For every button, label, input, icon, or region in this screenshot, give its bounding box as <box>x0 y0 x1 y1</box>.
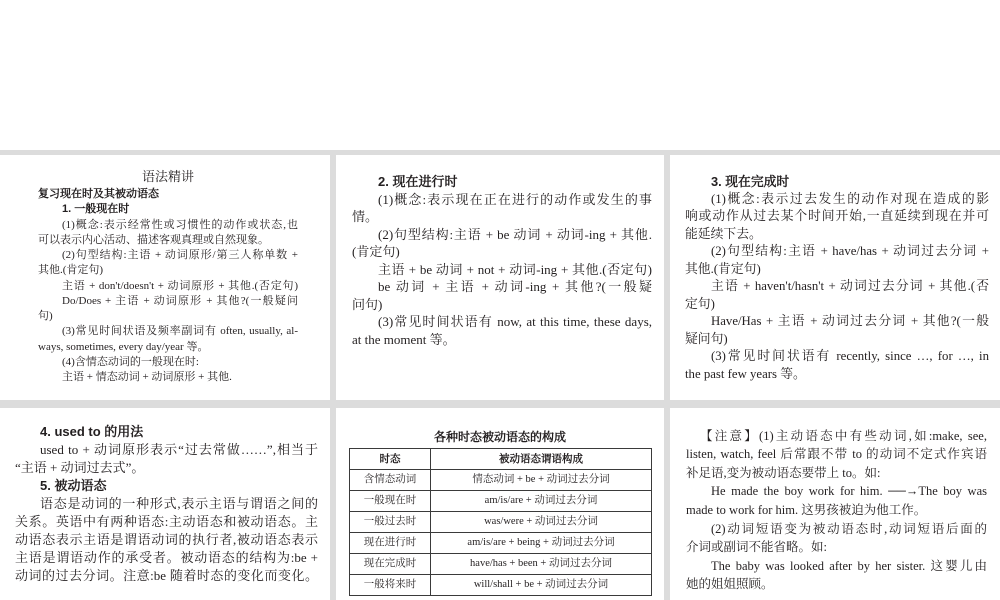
present-continuous-text-line: (1)概念:表示现在正在进行的动作或发生的事 <box>378 191 652 207</box>
present-simple-text-line: 句) <box>38 310 53 322</box>
present-simple-text-line: 主语 + don't/doesn't + 动词原形 + 其他.(否定句) <box>62 279 298 292</box>
table-row <box>350 470 652 491</box>
table-cell-structure: have/has + been + 动词过去分词 <box>431 554 652 575</box>
present-simple-content <box>38 168 298 385</box>
present-simple-text-line: ways, sometimes, every day/year 等。 <box>38 340 209 353</box>
notes-panel <box>670 408 1000 600</box>
notes-text-line: 补足语,变为被动语态要带上 to。如: <box>686 465 881 480</box>
table-header-cell-tense: 时态 <box>350 449 431 470</box>
present-simple-text-line: 主语 + 情态动词 + 动词原形 + 其他. <box>62 371 232 383</box>
present-continuous-heading: 2. 现在进行时 <box>378 174 458 190</box>
passive-table-panel <box>336 408 664 600</box>
passive-voice-text-line: 动词的过去分词。注意:be 随着时态的变化而变化。 <box>15 568 318 583</box>
table-cell-tense: 现在完成时 <box>350 554 431 575</box>
present-perfect-panel <box>670 155 1000 400</box>
table-cell-tense: 一般过去时 <box>350 512 431 533</box>
used-to-passive-content <box>15 423 318 585</box>
present-continuous-text-line: be 动词 + 主语 + 动词-ing + 其他?(一般疑 <box>378 279 652 295</box>
present-perfect-text-line: 能延续下去。 <box>685 226 762 241</box>
table-cell-structure: was/were + 动词过去分词 <box>431 512 652 533</box>
table-cell-tense: 一般现在时 <box>350 491 431 512</box>
notes-text-line: 介词或副词不能省略。如: <box>686 540 827 555</box>
present-simple-text-line: Do/Does + 主语 + 动词原形 + 其他?(一般疑问 <box>62 294 298 307</box>
used-to-heading: 4. used to 的用法 <box>40 424 144 439</box>
table-row <box>350 512 652 533</box>
present-continuous-text-line: at the moment 等。 <box>352 331 456 347</box>
passive-table-title: 各种时态被动语态的构成 <box>433 430 566 444</box>
present-continuous-text-line: 情。 <box>352 209 379 225</box>
used-to-text-line: “主语 + 动词过去式”。 <box>15 460 145 475</box>
used-to-passive-panel <box>0 408 330 600</box>
table-cell-structure: am/is/are + 动词过去分词 <box>431 491 652 512</box>
present-continuous-text-line: (肯定句) <box>352 244 400 260</box>
present-simple-text-line: (2)句型结构:主语 + 动词原形/第三人称单数 + <box>62 249 298 261</box>
passive-voice-text-line: 动语态表示主语是谓语动词的执行者,被动语态表示 <box>15 532 318 547</box>
table-cell-tense: 现在进行时 <box>350 533 431 554</box>
passive-voice-text-line: 语态是动词的一种形式,表示主语与谓语之间的 <box>40 496 318 511</box>
notes-text-line: (2)动词短语变为被动语态时,动词短语后面的 <box>711 521 987 536</box>
present-perfect-text-line: 定句) <box>685 296 715 311</box>
passive-voice-table <box>349 448 652 596</box>
notes-example-line: 她的姐姐照顾。 <box>686 577 774 592</box>
present-continuous-text-line: (2)句型结构:主语 + be 动词 + 动词-ing + 其他. <box>378 226 652 242</box>
notes-text-line: listen, watch, feel 后常跟不带 to 的动词不定式作宾语 <box>686 447 987 462</box>
table-cell-structure: will/shall + be + 动词过去分词 <box>431 575 652 596</box>
notes-example-line: made to work for him. 这男孩被迫为他工作。 <box>686 503 927 518</box>
present-simple-text-line: (4)含情态动词的一般现在时: <box>62 355 199 368</box>
present-perfect-text-line: 其他.(肯定句) <box>685 261 761 276</box>
present-perfect-text-line: the past few years 等。 <box>685 366 806 381</box>
table-row <box>350 533 652 554</box>
present-perfect-text-line: 响或动作从过去某个时间开始,一直延续到现在并可 <box>685 209 989 224</box>
table-header-row <box>350 449 652 470</box>
table-cell-structure: am/is/are + being + 动词过去分词 <box>431 533 652 554</box>
table-cell-tense: 一般将来时 <box>350 575 431 596</box>
notes-example-line: He made the boy work for him. ──→The boy was <box>711 484 987 499</box>
panel-subtitle: 复习现在时及其被动语态 <box>38 188 159 200</box>
present-perfect-content <box>685 173 989 383</box>
notes-text-line: 【注意】(1)主动语态中有些动词,如:make, see, <box>700 428 987 443</box>
present-continuous-text-line: 问句) <box>352 296 383 312</box>
present-continuous-text-line: (3)常见时间状语有 now, at this time, these days, <box>378 314 652 330</box>
passive-voice-heading: 5. 被动语态 <box>40 478 107 493</box>
table-cell-tense: 含情态动词 <box>350 470 431 491</box>
table-row <box>350 575 652 596</box>
table-cell-structure: 情态动词 + be + 动词过去分词 <box>431 470 652 491</box>
present-perfect-text-line: 主语 + haven't/hasn't + 动词过去分词 + 其他.(否 <box>711 279 989 294</box>
present-perfect-text-line: 疑问句) <box>685 331 728 346</box>
present-perfect-text-line: (3)常见时间状语有 recently, since …, for …, in <box>711 349 989 364</box>
present-perfect-text-line: Have/Has + 主语 + 动词过去分词 + 其他?(一般 <box>711 314 989 329</box>
present-continuous-content <box>352 173 652 348</box>
passive-voice-text-line: 关系。英语中有两种语态:主动语态和被动语态。主 <box>15 514 318 529</box>
table-header-cell-structure: 被动语态谓语构成 <box>431 449 652 470</box>
present-simple-text-line: 可以表示内心活动、描述客观真理或自然现象。 <box>38 233 269 246</box>
passive-voice-text-line: 主语是谓语动作的承受者。被动语态的结构为:be + <box>15 550 318 565</box>
present-perfect-heading: 3. 现在完成时 <box>711 174 790 190</box>
present-continuous-panel <box>336 155 664 400</box>
used-to-text-line: used to + 动词原形表示“过去常做……”,相当于 <box>40 442 318 457</box>
present-perfect-text-line: (2)句型结构:主语 + have/has + 动词过去分词 + <box>711 244 989 259</box>
present-simple-text-line: (1)概念:表示经常性或习惯性的动作或状态,也 <box>62 218 298 231</box>
present-simple-text-line: (3)常见时间状语及频率副词有 often, usually, al- <box>62 325 298 338</box>
table-row <box>350 491 652 512</box>
panel-title: 语法精讲 <box>141 169 194 184</box>
present-simple-heading: 1. 一般现在时 <box>62 203 130 215</box>
present-simple-panel <box>0 155 330 400</box>
table-row <box>350 554 652 575</box>
present-simple-text-line: 其他.(肯定句) <box>38 264 104 277</box>
present-continuous-text-line: 主语 + be 动词 + not + 动词-ing + 其他.(否定句) <box>378 261 652 277</box>
notes-content <box>686 427 987 594</box>
present-perfect-text-line: (1)概念:表示过去发生的动作对现在造成的影 <box>711 191 989 206</box>
notes-example-line: The baby was looked after by her sister. 这婴儿由 <box>711 558 987 573</box>
